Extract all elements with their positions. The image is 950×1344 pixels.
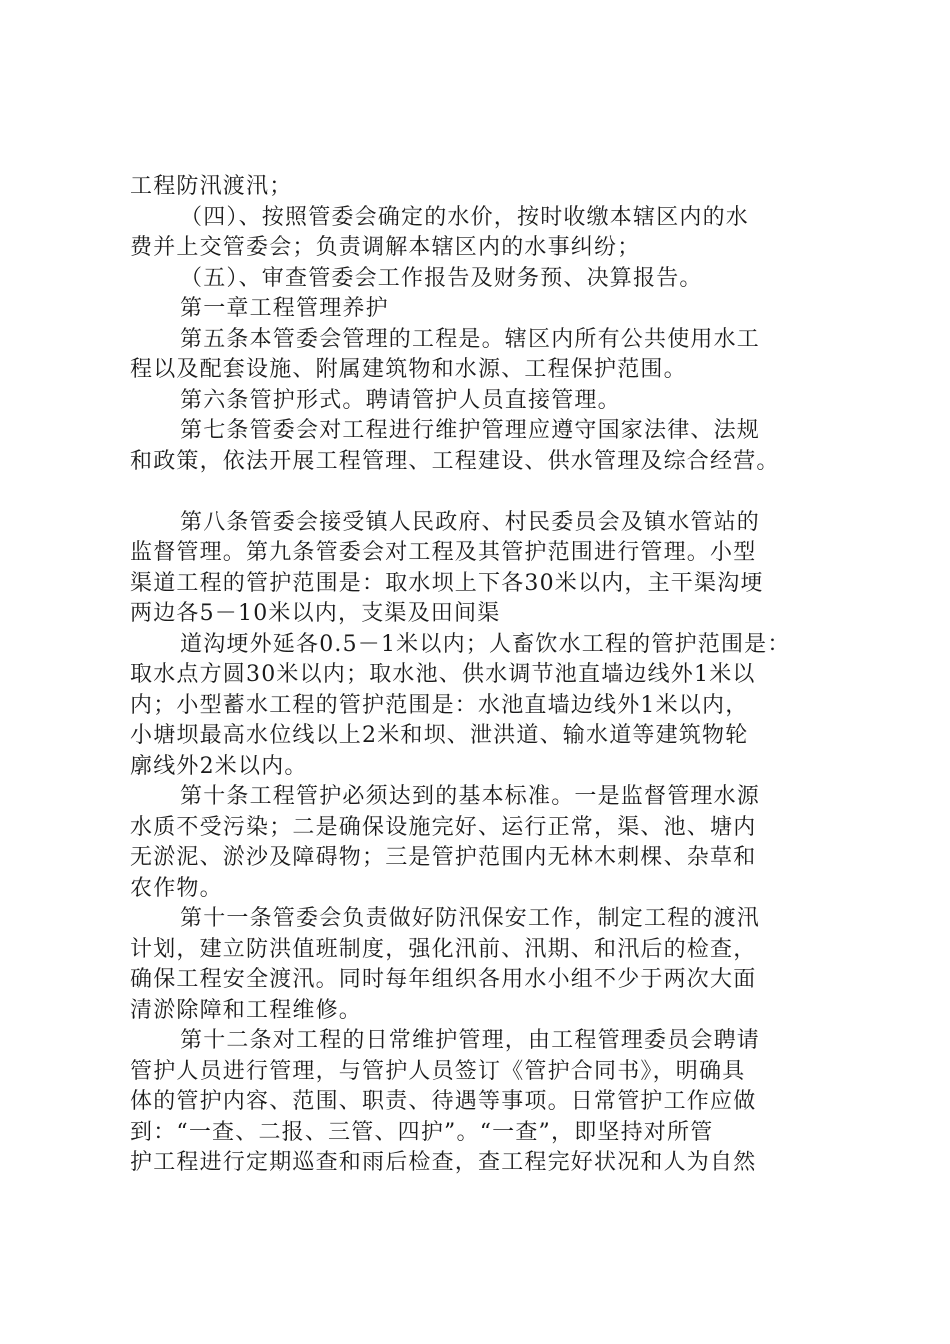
text-line: 护工程进行定期巡查和雨后检查，查工程完好状况和人为自然 <box>130 1150 757 1175</box>
text-line: 第十一条管委会负责做好防汛保安工作，制定工程的渡汛 <box>180 906 761 931</box>
text-line: 费并上交管委会；负责调解本辖区内的水事纠纷； <box>130 235 641 260</box>
text-line: （四）、按照管委会确定的水价，按时收缴本辖区内的水 <box>180 204 750 230</box>
text-line: 第八条管委会接受镇人民政府、村民委员会及镇水管站的 <box>180 509 761 535</box>
blank-line <box>130 477 830 508</box>
text-line: 和政策，依法开展工程管理、工程建设、供水管理及综合经营。 <box>130 448 780 474</box>
text-line: 小塘坝最高水位线以上2米和坝、泄洪道、输水道等建筑物轮 <box>130 723 749 748</box>
text-line: 内；小型蓄水工程的管护范围是：水池直墙边线外1米以内， <box>130 692 749 718</box>
text-line: 管护人员进行管理，与管护人员签订《管护合同书》，明确具 <box>130 1058 746 1084</box>
text-line: 工程防汛渡汛； <box>130 174 293 199</box>
text-line: 农作物。 <box>130 875 223 901</box>
text-line: 到：“一查、二报、三管、四护”。“一查”，即坚持对所管 <box>130 1119 714 1145</box>
text-line: 体的管护内容、范围、职责、待遇等事项。日常管护工作应做 <box>130 1089 757 1114</box>
text-line: 确保工程安全渡汛。同时每年组织各用水小组不少于两次大面 <box>130 967 757 992</box>
text-line: 第六条管护形式。聘请管护人员直接管理。 <box>180 387 621 413</box>
text-line: 第五条本管委会管理的工程是。辖区内所有公共使用水工 <box>180 326 761 352</box>
text-line: 清淤除障和工程维修。 <box>130 997 363 1023</box>
text-line: 第七条管委会对工程进行维护管理应遵守国家法律、法规 <box>180 418 761 443</box>
text-line: 监督管理。第九条管委会对工程及其管护范围进行管理。小型 <box>130 540 757 565</box>
text-line: 道沟埂外延各0.5－1米以内；人畜饮水工程的管护范围是： <box>180 631 791 657</box>
text-line: 计划，建立防洪值班制度，强化汛前、汛期、和汛后的检查， <box>130 936 757 962</box>
text-line: 无淤泥、淤沙及障碍物；三是管护范围内无林木刺棵、杂草和 <box>130 845 757 870</box>
text-line: 程以及配套设施、附属建筑物和水源、工程保护范围。 <box>130 357 687 382</box>
text-line: 第十条工程管护必须达到的基本标准。一是监督管理水源 <box>180 784 761 809</box>
text-line: 水质不受污染；二是确保设施完好、运行正常，渠、池、塘内 <box>130 814 757 840</box>
text-line: 两边各5－10米以内，支渠及田间渠 <box>130 601 501 626</box>
text-line: 渠道工程的管护范围是：取水坝上下各30米以内，主干渠沟埂 <box>130 570 764 596</box>
text-line: 取水点方圆30米以内；取水池、供水调节池直墙边线外1米以 <box>130 662 756 687</box>
text-line: 第十二条对工程的日常维护管理，由工程管理委员会聘请 <box>180 1028 761 1053</box>
chapter-heading: 第一章工程管理养护 <box>180 296 389 321</box>
document-body <box>130 172 830 1179</box>
text-line: （五）、审查管委会工作报告及财务预、决算报告。 <box>180 265 703 291</box>
text-line: 廓线外2米以内。 <box>130 753 308 779</box>
